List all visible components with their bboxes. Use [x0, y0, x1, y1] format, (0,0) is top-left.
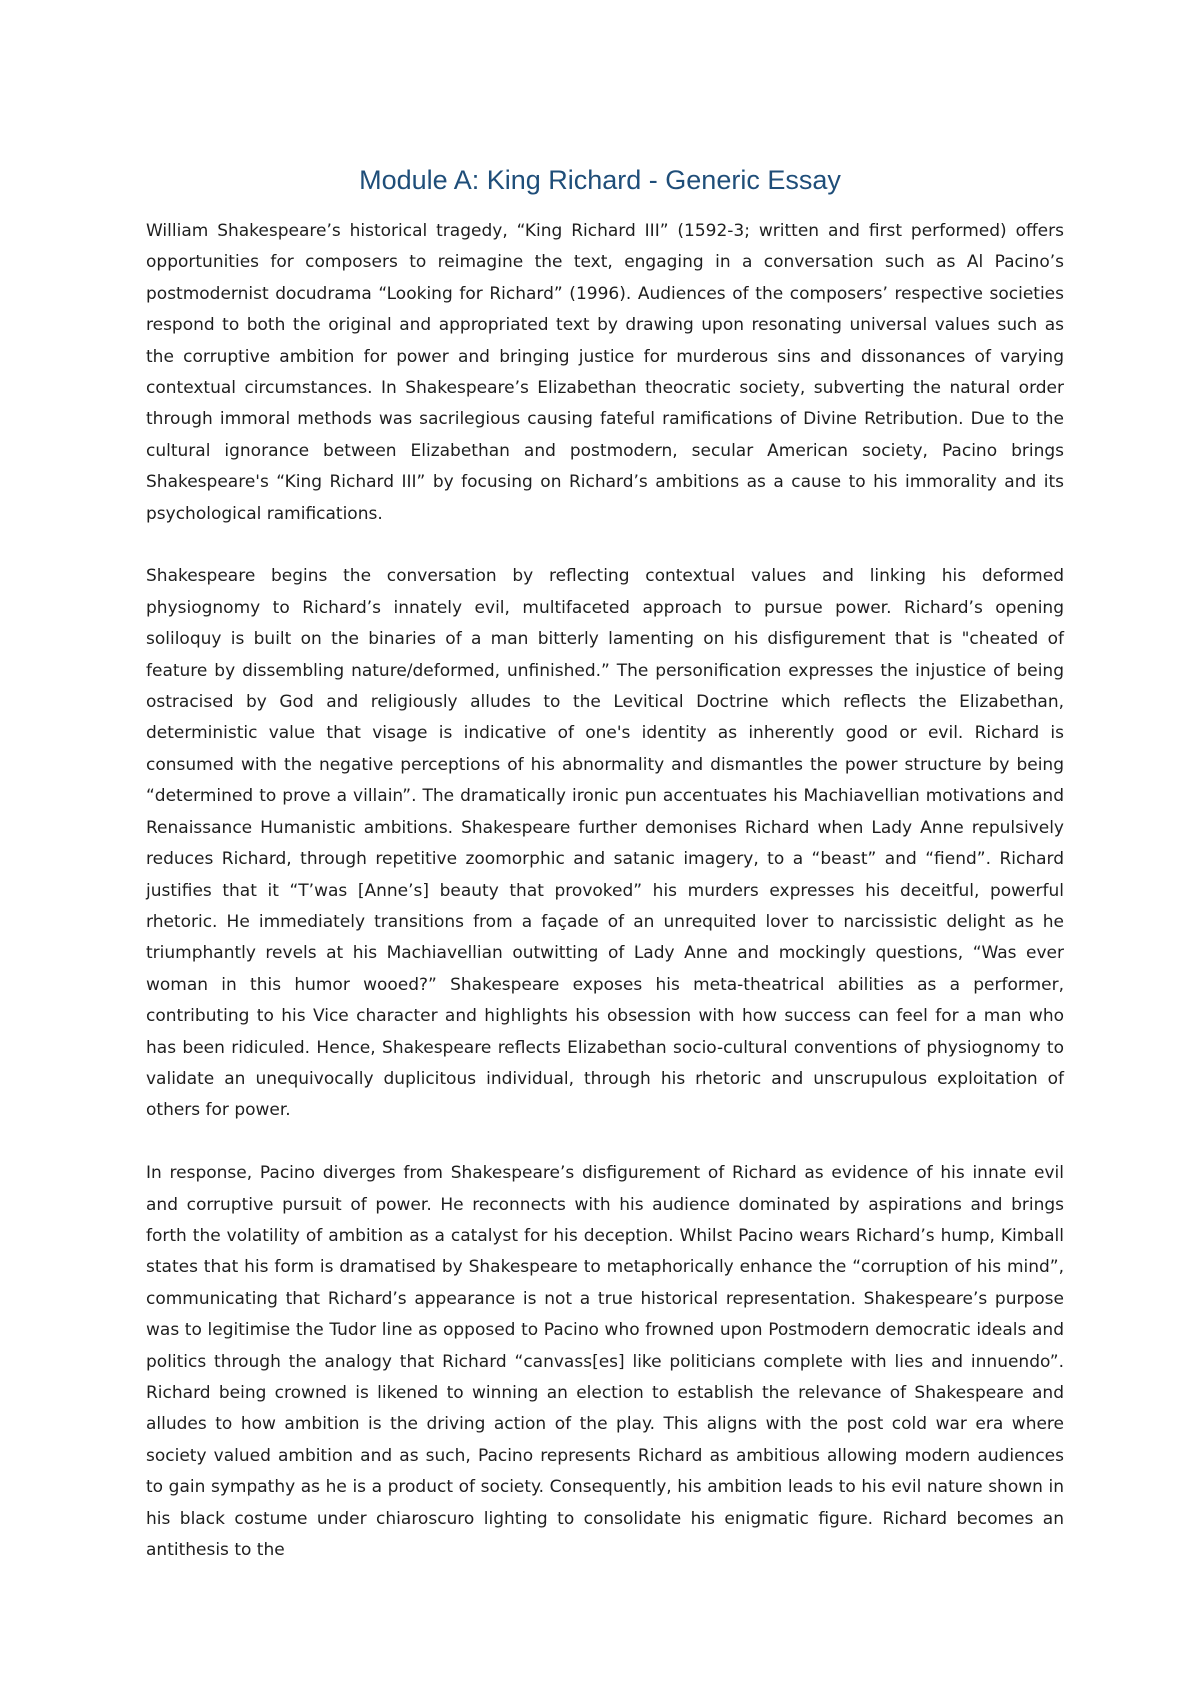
document-title: Module A: King Richard - Generic Essay: [359, 165, 841, 195]
essay-body: [146, 216, 1064, 1598]
paragraph-introduction: William Shakespeare’s historical tragedy, “King Richard III” (1592-3; written and first performed) offers opportunities for composers to reimagine the text, engaging in a conversation such as Al Pacino’s postmodernist docudrama “Looking for Richard” (1996). Audiences of the composers’ respective societies respond to both the original and appropriated text by drawing upon resonating universal values such as the corruptive ambition for power and bringing justice for murderous sins and dissonances of varying contextual circumstances. In Shakespeare’s Elizabethan theocratic society, subverting the natural order through immoral methods was sacrilegious causing fateful ramifications of Divine Retribution. Due to the cultural ignorance between Elizabethan and postmodern, secular American society, Pacino brings Shakespeare's “King Richard III” by focusing on Richard’s ambitions as a cause to his immorality and its psychological ramifications.: [146, 221, 1064, 524]
paragraph-pacino: In response, Pacino diverges from Shakespeare’s disfigurement of Richard as evidence of his innate evil and corruptive pursuit of power. He reconnects with his audience dominated by aspirations and brings forth the volatility of ambition as a catalyst for his deception. Whilst Pacino wears Richard’s hump, Kimball states that his form is dramatised by Shakespeare to metaphorically enhance the “corruption of his mind”, communicating that Richard’s appearance is not a true historical representation. Shakespeare’s purpose was to legitimise the Tudor line as opposed to Pacino who frowned upon Postmodern democratic ideals and politics through the analogy that Richard “canvass[es] like politicians complete with lies and innuendo”. Richard being crowned is likened to winning an election to establish the relevance of Shakespeare and alludes to how ambition is the driving action of the play. This aligns with the post cold war era where society valued ambition and as such, Pacino represents Richard as ambitious allowing modern audiences to gain sympathy as he is a product of society. Consequently, his ambition leads to his evil nature shown in his black costume under chiaroscuro lighting to consolidate his enigmatic figure. Richard becomes an antithesis to the: [146, 1163, 1064, 1561]
paragraph-shakespeare: Shakespeare begins the conversation by reflecting contextual values and linking his deformed physiognomy to Richard’s innately evil, multifaceted approach to pursue power. Richard’s opening soliloquy is built on the binaries of a man bitterly lamenting on his disfigurement that is "cheated of feature by dissembling nature/deformed, unfinished.” The personification expresses the injustice of being ostracised by God and religiously alludes to the Levitical Doctrine which reflects the Elizabethan, deterministic value that visage is indicative of one's identity as inherently good or evil. Richard is consumed with the negative perceptions of his abnormality and dismantles the power structure by being “determined to prove a villain”. The dramatically ironic pun accentuates his Machiavellian motivations and Renaissance Humanistic ambitions. Shakespeare further demonises Richard when Lady Anne repulsively reduces Richard, through repetitive zoomorphic and satanic imagery, to a “beast” and “fiend”. Richard justifies that it “T’was [Anne’s] beauty that provoked” his murders expresses his deceitful, powerful rhetoric. He immediately transitions from a façade of an unrequited lover to narcissistic delight as he triumphantly revels at his Machiavellian outwitting of Lady Anne and mockingly questions, “Was ever woman in this humor wooed?” Shakespeare exposes his meta-theatrical abilities as a performer, contributing to his Vice character and highlights his obsession with how success can feel for a man who has been ridiculed. Hence, Shakespeare reflects Elizabethan socio-cultural conventions of physiognomy to validate an unequivocally duplicitous individual, through his rhetoric and unscrupulous exploitation of others for power.: [146, 566, 1064, 1121]
